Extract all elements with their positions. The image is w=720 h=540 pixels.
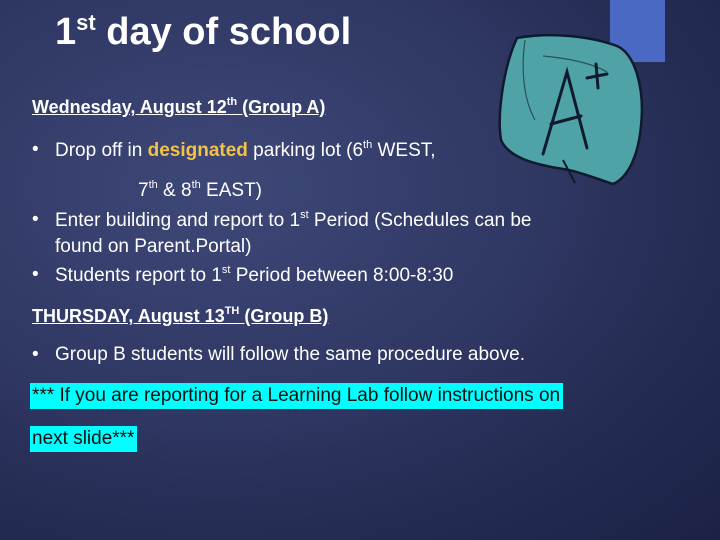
bullet-icon: • xyxy=(32,344,39,365)
bullet-1-cont-c: EAST) xyxy=(200,180,262,201)
bullet-2-text-b: Period (Schedules can be xyxy=(308,210,532,231)
group-a-heading-group: (Group A) xyxy=(237,97,326,117)
group-a-heading xyxy=(32,96,325,118)
group-a-heading-ordinal: th xyxy=(226,96,238,108)
group-b-heading-date: THURSDAY, August 13 xyxy=(32,306,225,326)
bullet-3-sup: st xyxy=(221,264,231,276)
group-a-bullet-1-continuation xyxy=(138,179,262,202)
title-rest: day of school xyxy=(95,11,352,53)
group-b-bullet-1: Group B students will follow the same procedure above. xyxy=(55,344,525,365)
bullet-1-sup-1: th xyxy=(363,139,373,151)
group-a-bullet-2 xyxy=(55,209,532,232)
bullet-1-sup-2: th xyxy=(148,179,158,191)
bullet-3-text-b: Period between 8:00-8:30 xyxy=(230,265,454,286)
bullet-1-sup-3: th xyxy=(191,179,201,191)
group-b-heading-group: (Group B) xyxy=(239,306,329,326)
learning-lab-note-line-2: next slide*** xyxy=(30,426,137,452)
group-a-heading-date: Wednesday, August 12 xyxy=(32,97,227,117)
grade-a-plus-clipart-icon xyxy=(495,28,645,186)
learning-lab-note-line-1: *** If you are reporting for a Learning Lab follow instructions on xyxy=(30,383,563,409)
bullet-icon: • xyxy=(32,264,39,285)
group-a-bullet-1 xyxy=(55,139,436,162)
slide-title xyxy=(55,10,351,54)
bullet-icon: • xyxy=(32,209,39,230)
bullet-icon: • xyxy=(32,139,39,160)
bullet-2-text-a: Enter building and report to 1 xyxy=(55,210,301,231)
bullet-1-text-c: WEST, xyxy=(372,140,436,161)
bullet-1-cont-b: & 8 xyxy=(157,180,192,201)
title-number: 1 xyxy=(55,11,77,53)
title-ordinal: st xyxy=(76,10,96,35)
bullet-2-sup: st xyxy=(300,209,309,221)
bullet-1-cont-a: 7 xyxy=(138,180,149,201)
bullet-3-text-a: Students report to 1 xyxy=(55,265,222,286)
group-b-heading-ordinal: TH xyxy=(224,305,240,317)
group-b-heading xyxy=(32,305,328,327)
group-a-bullet-2-continuation: found on Parent.Portal) xyxy=(55,236,252,257)
designated-highlight: designated xyxy=(147,140,248,161)
bullet-1-text-a: Drop off in xyxy=(55,140,148,161)
bullet-1-text-b: parking lot (6 xyxy=(247,140,364,161)
group-a-bullet-3 xyxy=(55,264,453,287)
